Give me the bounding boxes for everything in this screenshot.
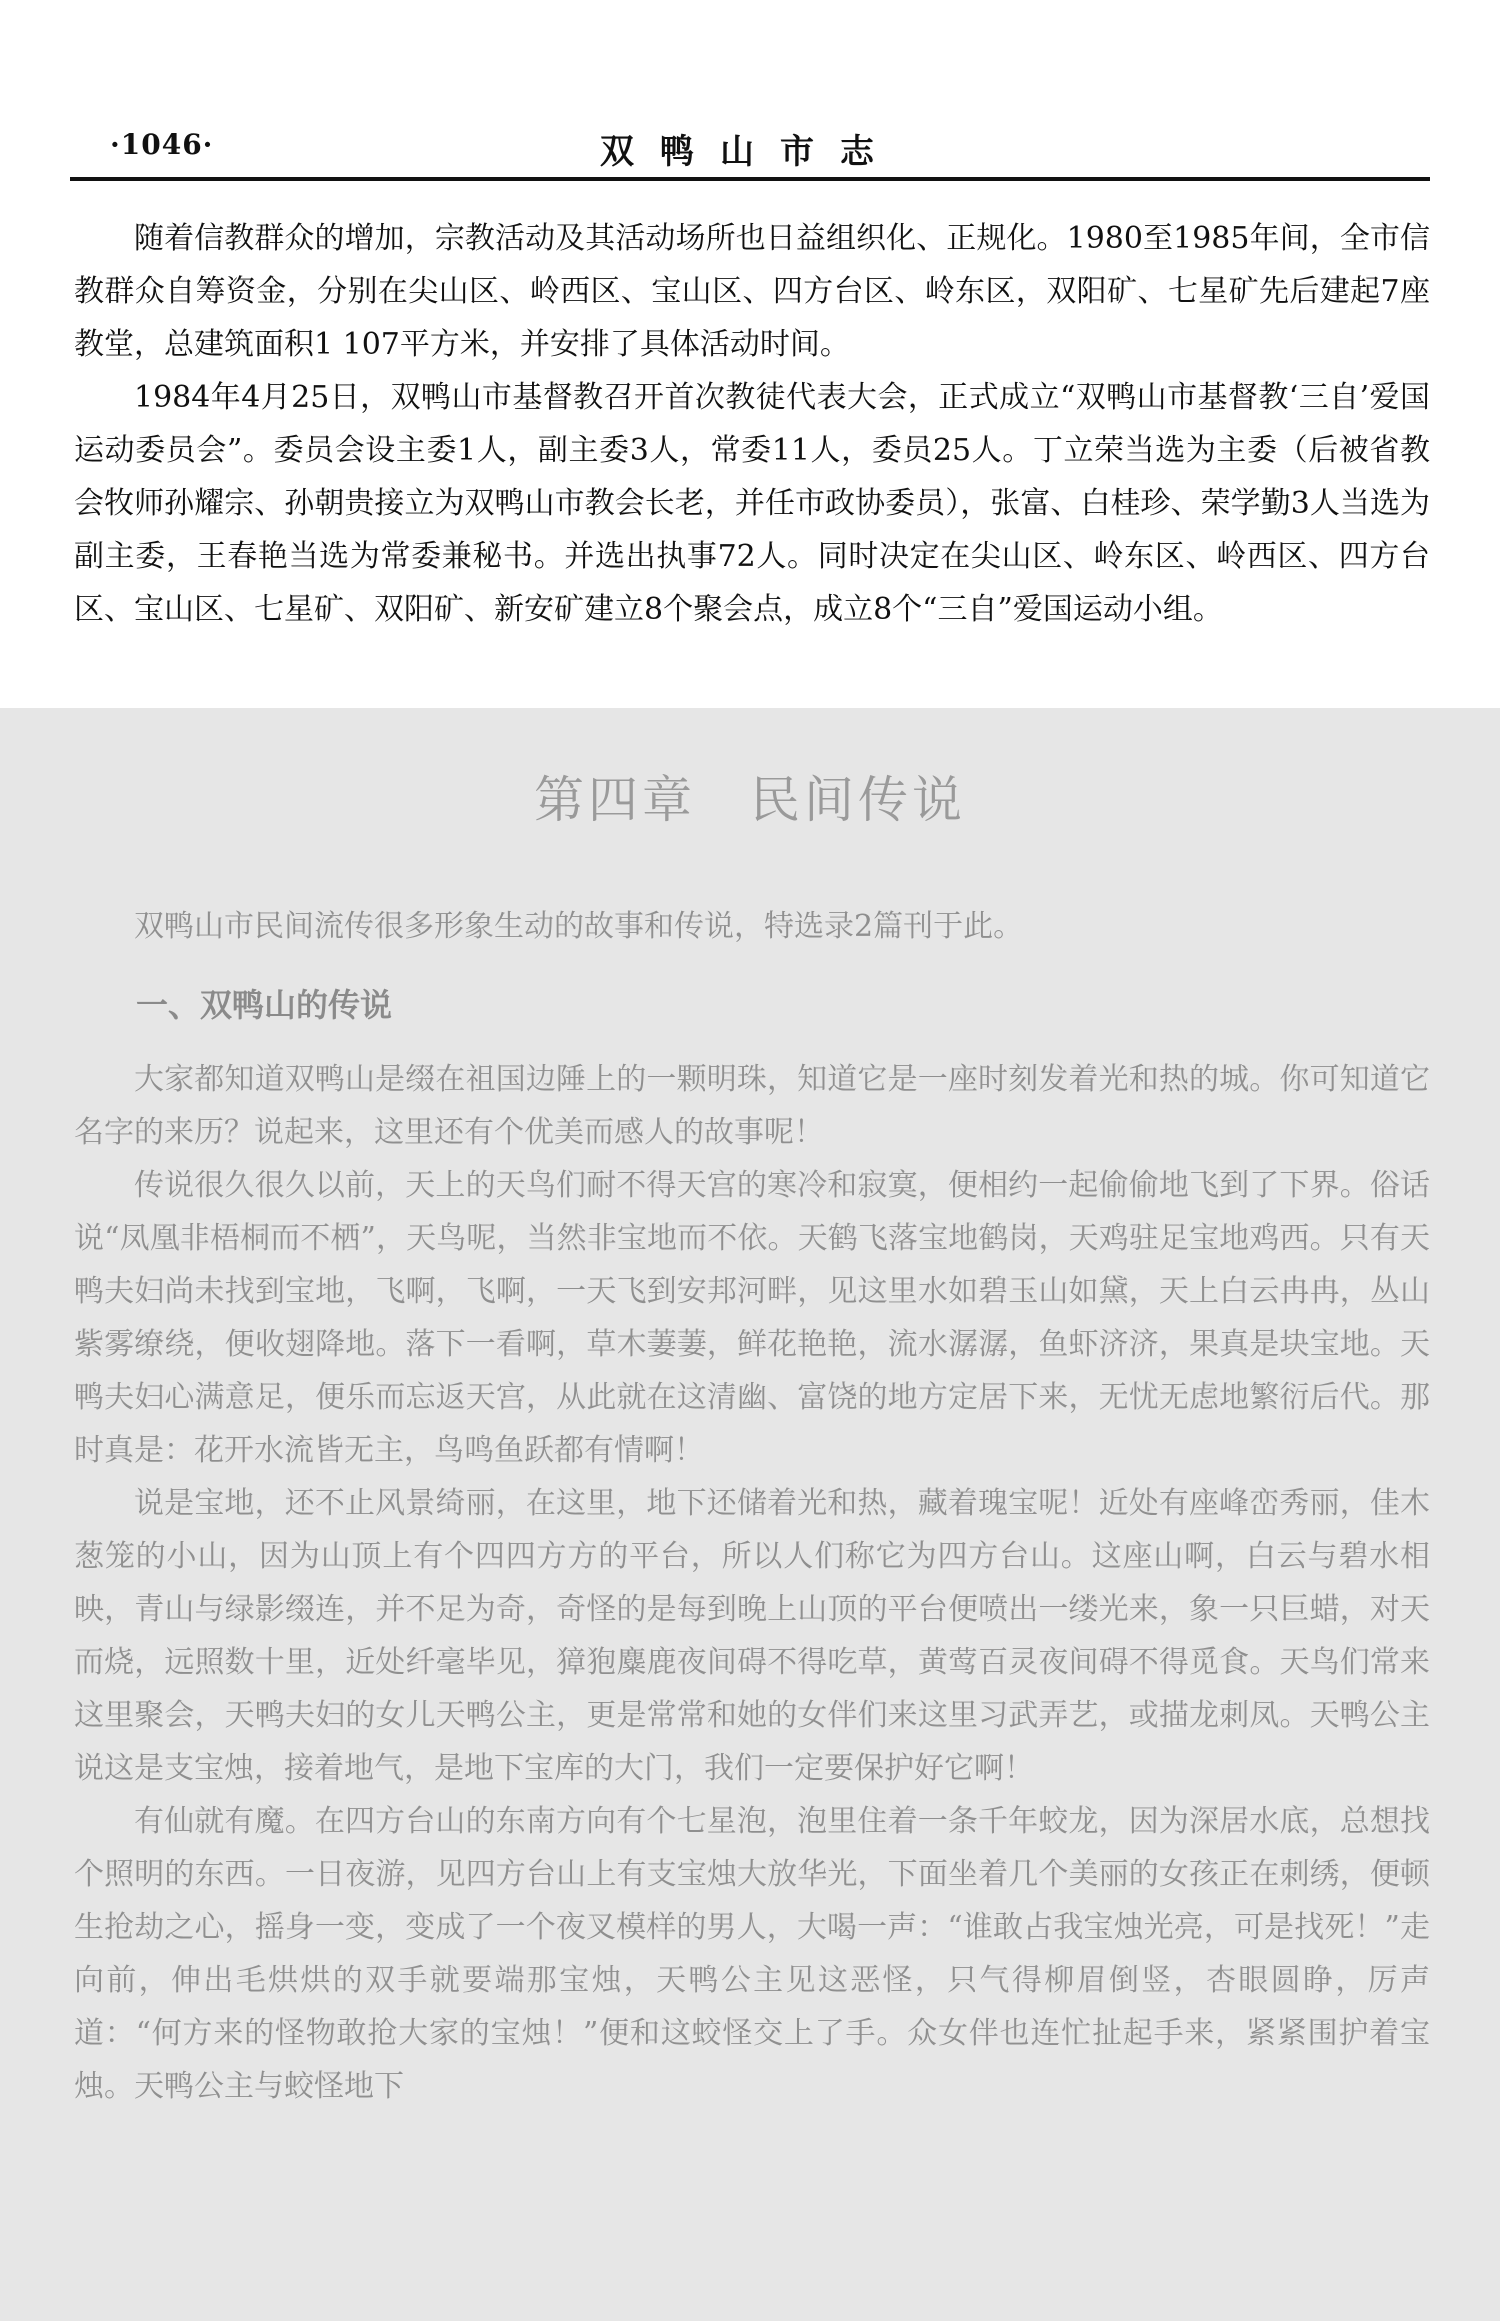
paragraph: 有仙就有魔。在四方台山的东南方向有个七星泡，泡里住着一条千年蛟龙，因为深居水底，总想找个照明的东西。一日夜游，见四方台山上有支宝烛大放华光，下面坐着几个美丽的女孩正在刺绣，便顿生抢劫之心，摇身一变，变成了一个夜叉模样的男人，大喝一声：“谁敢占我宝烛光亮，可是找死！”走向前，伸出毛烘烘的双手就要端那宝烛，天鸭公主见这恶怪，只气得柳眉倒竖，杏眼圆睁，厉声道：“何方来的怪物敢抢大家的宝烛！”便和这蛟怪交上了手。众女伴也连忙扯起手来，紧紧围护着宝烛。天鸭公主与蛟怪地下 [74, 1804, 1430, 2104]
paragraph: 传说很久很久以前，天上的天鸟们耐不得天宫的寒冷和寂寞，便相约一起偷偷地飞到了下界。俗话说“凤凰非梧桐而不栖”，天鸟呢，当然非宝地而不依。天鹤飞落宝地鹤岗，天鸡驻足宝地鸡西。只有天鸭夫妇尚未找到宝地，飞啊，飞啊，一天飞到安邦河畔，见这里水如碧玉山如黛，天上白云冉冉，丛山紫雾缭绕，便收翅降地。落下一看啊，草木萋萋，鲜花艳艳，流水潺潺，鱼虾济济，果真是块宝地。天鸭夫妇心满意足，便乐而忘返天宫，从此就在这清幽、富饶的地方定居下来，无忧无虑地繁衍后代。那时真是：花开水流皆无主，鸟鸣鱼跃都有情啊！ [74, 1168, 1430, 1468]
chapter-title: 第四章 民间传说 [534, 771, 966, 829]
page-header [70, 118, 1430, 174]
paragraph: 随着信教群众的增加，宗教活动及其活动场所也日益组织化、正规化。1980至1985年间，全市信教群众自筹资金，分别在尖山区、岭西区、宝山区、四方台区、岭东区，双阳矿、七星矿先后建起7座教堂，总建筑面积1 107平方米，并安排了具体活动时间。 [74, 221, 1430, 362]
header-rule [70, 177, 1430, 181]
top-section [74, 212, 1430, 636]
page-number: ·1046· [110, 128, 214, 161]
paragraph: 1984年4月25日，双鸭山市基督教召开首次教徒代表大会，正式成立“双鸭山市基督教‘三自’爱国运动委员会”。委员会设主委1人，副主委3人，常委11人，委员25人。丁立荣当选为主委（后被省教会牧师孙耀宗、孙朝贵接立为双鸭山市教会长老，并任市政协委员），张富、白桂珍、荣学勤3人当选为副主委，王春艳当选为常委兼秘书。并选出执事72人。同时决定在尖山区、岭东区、岭西区、四方台区、宝山区、七星矿、双阳矿、新安矿建立8个聚会点，成立8个“三自”爱国运动小组。 [74, 380, 1430, 627]
paragraph: 大家都知道双鸭山是缀在祖国边陲上的一颗明珠，知道它是一座时刻发着光和热的城。你可知道它名字的来历？说起来，这里还有个优美而感人的故事呢！ [74, 1062, 1430, 1150]
section-heading: 一、双鸭山的传说 [136, 986, 393, 1024]
chapter-intro: 双鸭山市民间流传很多形象生动的故事和传说，特选录2篇刊于此。 [134, 909, 1024, 944]
paragraph: 说是宝地，还不止风景绮丽，在这里，地下还储着光和热，藏着瑰宝呢！近处有座峰峦秀丽，佳木葱笼的小山，因为山顶上有个四四方方的平台，所以人们称它为四方台山。这座山啊，白云与碧水相映，青山与绿影缀连，并不足为奇，奇怪的是每到晚上山顶的平台便喷出一缕光来，象一只巨蜡，对天而烧，远照数十里，近处纤毫毕见，獐狍麋鹿夜间碍不得吃草，黄莺百灵夜间碍不得觅食。天鸟们常来这里聚会，天鸭夫妇的女儿天鸭公主，更是常常和她的女伴们来这里习武弄艺，或描龙刺凤。天鸭公主说这是支宝烛，接着地气，是地下宝库的大门，我们一定要保护好它啊！ [74, 1486, 1430, 1786]
book-title: 双鸭山市志 [600, 132, 900, 172]
chapter-content [74, 900, 1430, 2113]
